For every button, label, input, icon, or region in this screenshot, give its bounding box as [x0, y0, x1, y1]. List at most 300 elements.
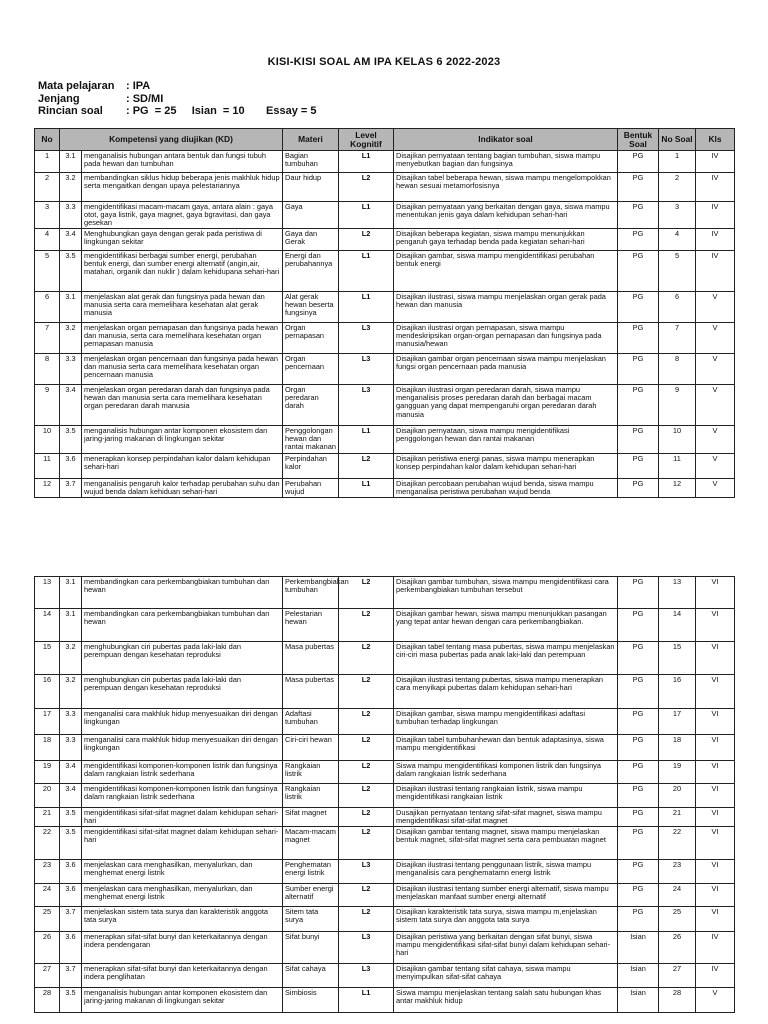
cell-kd-text: menganalisi cara makhluk hidup menyesuaikan diri dengan lingkungan: [82, 735, 283, 761]
cell-no-soal: 22: [659, 827, 696, 860]
cell-no-soal: 20: [659, 784, 696, 808]
cell-indikator: Disajikan gambar tentang sifat cahaya, siswa mampu menyimpulkan sifat-sifat cahaya: [394, 964, 618, 988]
table-row: [35, 202, 735, 229]
cell-bentuk-soal: PG: [618, 860, 659, 884]
header-kls: Kls: [696, 129, 735, 151]
cell-materi: Rangkaian listrik: [283, 784, 339, 808]
cell-row-number: 10: [35, 426, 60, 453]
table-header-row: [35, 129, 735, 151]
cell-materi: Simbiosis: [283, 988, 339, 1013]
cell-indikator: Dusajikan pernyataan tentang sifat-sifat magnet, siswa mampu mengidentifikasi sifat-sifat magnet: [394, 808, 618, 827]
table-row: [35, 426, 735, 453]
cell-row-number: 18: [35, 735, 60, 761]
table-row: [35, 151, 735, 173]
cell-kelas: IV: [696, 202, 735, 229]
cell-level-kognitif: L1: [339, 426, 394, 453]
cell-level-kognitif: L1: [339, 988, 394, 1013]
cell-row-number: 5: [35, 251, 60, 292]
cell-kd-code: 3.1: [60, 577, 82, 609]
cell-indikator: Disajikan gambar, siswa mampu mengidentifikasi adaftasi tumbuhan terhadap lingkungan: [394, 709, 618, 735]
cell-bentuk-soal: PG: [618, 151, 659, 173]
cell-kd-text: mengidentifikasi komponen-komponen listrik dan fungsinya dalam rangkaian listrik sederhana: [82, 761, 283, 784]
table-row: [35, 385, 735, 426]
cell-materi: Sifat magnet: [283, 808, 339, 827]
cell-row-number: 11: [35, 453, 60, 478]
cell-materi: Perubahan wujud: [283, 478, 339, 497]
table-row: [35, 229, 735, 251]
cell-materi: Penghematan energi listrik: [283, 860, 339, 884]
cell-kd-code: 3.3: [60, 735, 82, 761]
table-row: [35, 761, 735, 784]
cell-indikator: Disajikan gambar, siswa mampu mengidentifikasi perubahan bentuk energi: [394, 251, 618, 292]
cell-indikator: Disajikan karakteristik tata surya, siswa mampu m,enjelaskan sistem tata surya dan anggota tata surya: [394, 907, 618, 932]
table-row: [35, 323, 735, 354]
cell-kd-code: 3.6: [60, 453, 82, 478]
cell-no-soal: 10: [659, 426, 696, 453]
cell-kelas: VI: [696, 609, 735, 642]
cell-kd-text: menerapkan sifat-sifat bunyi dan keterkaitannya dengan indera pendengaran: [82, 932, 283, 964]
cell-materi: Macam-macam magnet: [283, 827, 339, 860]
cell-materi: Ciri-ciri hewan: [283, 735, 339, 761]
cell-kelas: IV: [696, 251, 735, 292]
table-row: [35, 642, 735, 675]
cell-kelas: V: [696, 453, 735, 478]
cell-kelas: VI: [696, 577, 735, 609]
cell-bentuk-soal: PG: [618, 709, 659, 735]
cell-level-kognitif: L3: [339, 964, 394, 988]
cell-row-number: 23: [35, 860, 60, 884]
cell-row-number: 27: [35, 964, 60, 988]
cell-no-soal: 27: [659, 964, 696, 988]
cell-bentuk-soal: PG: [618, 907, 659, 932]
cell-bentuk-soal: PG: [618, 577, 659, 609]
cell-kelas: IV: [696, 932, 735, 964]
cell-kd-text: menganalisis hubungan antar komponen ekosistem dan jaring-jaring makanan di lingkungan sekitar: [82, 988, 283, 1013]
cell-indikator: Siswa mampu mengidentifikasi komponen listrik dan fungsinya dalam rangkaian listrik sederhana: [394, 761, 618, 784]
cell-level-kognitif: L3: [339, 932, 394, 964]
cell-bentuk-soal: Isian: [618, 932, 659, 964]
cell-level-kognitif: L2: [339, 642, 394, 675]
cell-no-soal: 26: [659, 932, 696, 964]
table-row: [35, 735, 735, 761]
cell-indikator: Siswa mampu menjelaskan tentang salah satu hubungan khas antar makhluk hidup: [394, 988, 618, 1013]
cell-kd-code: 3.5: [60, 988, 82, 1013]
cell-no-soal: 21: [659, 808, 696, 827]
cell-indikator: Disajikan ilustrasi, siswa mampu menjelaskan organ gerak pada hewan dan manusia: [394, 292, 618, 323]
cell-materi: Sifat bunyi: [283, 932, 339, 964]
cell-indikator: Disajikan tabel tumbuhanhewan dan bentuk adaptasinya, siswa mampu mengidentifikasi: [394, 735, 618, 761]
cell-no-soal: 2: [659, 173, 696, 202]
cell-bentuk-soal: PG: [618, 229, 659, 251]
cell-materi: Alat gerak hewan beserta fungsinya: [283, 292, 339, 323]
cell-no-soal: 19: [659, 761, 696, 784]
cell-materi: Pelestarian hewan: [283, 609, 339, 642]
cell-kd-code: 3.1: [60, 609, 82, 642]
cell-row-number: 21: [35, 808, 60, 827]
cell-kd-text: membandingkan siklus hidup beberapa jenis makhluk hidup serta mengaitkan dengan upaya pelestariannya: [82, 173, 283, 202]
cell-kelas: VI: [696, 907, 735, 932]
cell-bentuk-soal: PG: [618, 735, 659, 761]
table-row: [35, 827, 735, 860]
cell-no-soal: 7: [659, 323, 696, 354]
table-body-page-2: [35, 577, 735, 1013]
cell-level-kognitif: L2: [339, 907, 394, 932]
cell-bentuk-soal: PG: [618, 478, 659, 497]
cell-indikator: Disajikan gambar tentang magnet, siswa mampu menjelaskan bentuk magnet, sifat-sifat magnet serta cara pembuatan magnet: [394, 827, 618, 860]
cell-no-soal: 5: [659, 251, 696, 292]
cell-indikator: Disajikan beberapa kegiatan, siswa mampu menunjukkan pengaruh gaya terhadap benda pada kegiatan sehari-hari: [394, 229, 618, 251]
table-row: [35, 860, 735, 884]
table-row: [35, 884, 735, 907]
cell-row-number: 24: [35, 884, 60, 907]
cell-kd-code: 3.4: [60, 229, 82, 251]
cell-kd-text: membandingkan cara perkembangbiakan tumbuhan dan hewan: [82, 577, 283, 609]
table-row: [35, 709, 735, 735]
header-no-soal: No Soal: [659, 129, 696, 151]
cell-kd-code: 3.1: [60, 292, 82, 323]
cell-level-kognitif: L3: [339, 385, 394, 426]
cell-row-number: 8: [35, 354, 60, 385]
cell-level-kognitif: L2: [339, 675, 394, 709]
cell-materi: Bagian tumbuhan: [283, 151, 339, 173]
cell-no-soal: 25: [659, 907, 696, 932]
cell-materi: Sumber energi alternatif: [283, 884, 339, 907]
cell-bentuk-soal: PG: [618, 609, 659, 642]
table-row: [35, 292, 735, 323]
cell-kd-code: 3.7: [60, 478, 82, 497]
cell-kd-code: 3.2: [60, 642, 82, 675]
cell-kd-code: 3.1: [60, 151, 82, 173]
cell-row-number: 12: [35, 478, 60, 497]
cell-kd-code: 3.3: [60, 202, 82, 229]
meta-row-level: [38, 93, 316, 106]
cell-no-soal: 3: [659, 202, 696, 229]
table-row: [35, 932, 735, 964]
cell-kelas: V: [696, 385, 735, 426]
cell-kelas: IV: [696, 173, 735, 202]
cell-kd-text: menghubungkan ciri pubertas pada laki-laki dan perempuan dengan kesehatan reproduksi: [82, 675, 283, 709]
meta-row-question-breakdown: [38, 105, 316, 118]
table-row: [35, 784, 735, 808]
table-row: [35, 251, 735, 292]
cell-row-number: 4: [35, 229, 60, 251]
kisi-table-page-2: [34, 576, 735, 1013]
cell-kd-text: menganalisis pengaruh kalor terhadap perubahan suhu dan wujud benda dalam kehiduan sehari-hari: [82, 478, 283, 497]
cell-bentuk-soal: PG: [618, 426, 659, 453]
cell-level-kognitif: L1: [339, 202, 394, 229]
header-indikator: Indikator soal: [394, 129, 618, 151]
cell-kelas: V: [696, 988, 735, 1013]
cell-bentuk-soal: PG: [618, 453, 659, 478]
cell-no-soal: 12: [659, 478, 696, 497]
cell-kelas: VI: [696, 860, 735, 884]
meta-value: : SD/MI: [126, 92, 164, 105]
cell-kelas: V: [696, 292, 735, 323]
cell-no-soal: 23: [659, 860, 696, 884]
cell-kelas: VI: [696, 709, 735, 735]
cell-bentuk-soal: PG: [618, 251, 659, 292]
cell-indikator: Disajikan gambar hewan, siswa mampu menunjukkan pasangan yang tepat antar hewan dengan cara perkembangbiakan.: [394, 609, 618, 642]
cell-no-soal: 14: [659, 609, 696, 642]
cell-level-kognitif: L2: [339, 453, 394, 478]
cell-kd-code: 3.6: [60, 932, 82, 964]
cell-kelas: VI: [696, 784, 735, 808]
cell-indikator: Disajikan tabel tentang masa pubertas, siswa mampu menjelaskan ciri-ciri masa pubertas pada anak laki-laki dan perempuan: [394, 642, 618, 675]
cell-row-number: 14: [35, 609, 60, 642]
cell-kd-code: 3.2: [60, 173, 82, 202]
cell-indikator: Disajikan ilustrasi tentang pubertas, siswa mampu menerapkan cara menyikapi pubertas dalam kehidupan sehari-hari: [394, 675, 618, 709]
cell-kd-code: 3.6: [60, 884, 82, 907]
cell-row-number: 28: [35, 988, 60, 1013]
cell-kd-code: 3.3: [60, 709, 82, 735]
cell-materi: Sifat cahaya: [283, 964, 339, 988]
cell-kelas: V: [696, 323, 735, 354]
cell-level-kognitif: L3: [339, 354, 394, 385]
cell-kd-text: mengidentifikasi berbagai sumber energi, perubahan bentuk energi, dan sumber energi alternatif (angin,air, matahari, organik dan nuklir ) dalam kehidupana sehari-hari: [82, 251, 283, 292]
cell-no-soal: 15: [659, 642, 696, 675]
cell-no-soal: 13: [659, 577, 696, 609]
cell-kelas: VI: [696, 675, 735, 709]
table-row: [35, 478, 735, 497]
cell-indikator: Disajikan pernyataan, siswa mampu mengidentifikasi penggolongan hewan dan rantai makanan: [394, 426, 618, 453]
header-bentuk: Bentuk Soal: [618, 129, 659, 151]
cell-row-number: 15: [35, 642, 60, 675]
cell-level-kognitif: L3: [339, 860, 394, 884]
cell-no-soal: 18: [659, 735, 696, 761]
cell-level-kognitif: L2: [339, 884, 394, 907]
cell-kelas: IV: [696, 151, 735, 173]
cell-bentuk-soal: PG: [618, 827, 659, 860]
cell-indikator: Disajikan ilustrasi tentang rangkaian listrik, siswa mampu mengidentifikasi rangkaian listrik: [394, 784, 618, 808]
cell-bentuk-soal: PG: [618, 323, 659, 354]
cell-level-kognitif: L2: [339, 761, 394, 784]
cell-materi: Sitem tata surya: [283, 907, 339, 932]
cell-kd-text: mengidentifikasi sifat-sifat magnet dalam kehidupan sehari-hari: [82, 808, 283, 827]
cell-level-kognitif: L2: [339, 709, 394, 735]
cell-kd-text: menjelaskan alat gerak dan fungsinya pada hewan dan manusia serta cara memelihara kesehatan alat gerak manusia: [82, 292, 283, 323]
cell-materi: Gaya: [283, 202, 339, 229]
cell-kd-code: 3.2: [60, 323, 82, 354]
cell-materi: Masa pubertas: [283, 675, 339, 709]
cell-kd-text: menjelaskan sistem tata surya dan karakteristik anggota tata surya: [82, 907, 283, 932]
cell-level-kognitif: L1: [339, 151, 394, 173]
cell-row-number: 3: [35, 202, 60, 229]
cell-kelas: IV: [696, 229, 735, 251]
cell-bentuk-soal: PG: [618, 385, 659, 426]
cell-no-soal: 1: [659, 151, 696, 173]
cell-row-number: 26: [35, 932, 60, 964]
header-materi: Materi: [283, 129, 339, 151]
cell-indikator: Disajikan tabel beberapa hewan, siswa mampu mengelompokkan hewan sesuai metamorfosisnya: [394, 173, 618, 202]
table-row: [35, 173, 735, 202]
cell-level-kognitif: L1: [339, 251, 394, 292]
cell-bentuk-soal: PG: [618, 808, 659, 827]
cell-bentuk-soal: PG: [618, 784, 659, 808]
cell-row-number: 20: [35, 784, 60, 808]
cell-kd-code: 3.4: [60, 784, 82, 808]
cell-bentuk-soal: PG: [618, 884, 659, 907]
cell-kd-code: 3.2: [60, 675, 82, 709]
cell-kd-code: 3.5: [60, 808, 82, 827]
cell-kd-text: mengidentifikasi komponen-komponen listrik dan fungsinya dalam rangkaian listrik sederhana: [82, 784, 283, 808]
meta-key: Mata pelajaran: [38, 80, 115, 92]
cell-no-soal: 4: [659, 229, 696, 251]
cell-indikator: Disajikan gambar tumbuhan, siswa mampu mengidentifikasi cara perkembangbiakan tumbuhan tersebut: [394, 577, 618, 609]
cell-kelas: VI: [696, 884, 735, 907]
meta-row-subject: [38, 80, 316, 93]
header-no: No: [35, 129, 60, 151]
cell-bentuk-soal: PG: [618, 292, 659, 323]
cell-bentuk-soal: PG: [618, 675, 659, 709]
cell-indikator: Disajikan peristiwa energi panas, siswa mampu menerapkan konsep perpindahan kalor dalam kehidupan sehari-hari: [394, 453, 618, 478]
cell-row-number: 19: [35, 761, 60, 784]
table-row: [35, 808, 735, 827]
table-row: [35, 354, 735, 385]
cell-kelas: V: [696, 426, 735, 453]
cell-kd-code: 3.5: [60, 251, 82, 292]
cell-bentuk-soal: Isian: [618, 988, 659, 1013]
cell-level-kognitif: L1: [339, 478, 394, 497]
cell-level-kognitif: L2: [339, 609, 394, 642]
cell-kd-text: menjelaskan cara menghasilkan, menyalurkan, dan menghemat energi listrik: [82, 884, 283, 907]
cell-materi: Penggolongan hewan dan rantai makanan: [283, 426, 339, 453]
cell-row-number: 7: [35, 323, 60, 354]
cell-kd-code: 3.5: [60, 426, 82, 453]
cell-kd-text: menjelaskan organ peredaran darah dan fungsinya pada hewan dan manusia serta cara memelihara kesehatan organ peredaran darah manusia: [82, 385, 283, 426]
cell-bentuk-soal: PG: [618, 202, 659, 229]
cell-row-number: 13: [35, 577, 60, 609]
cell-no-soal: 8: [659, 354, 696, 385]
cell-materi: Perpindahan kalor: [283, 453, 339, 478]
cell-materi: Rangkaian listrik: [283, 761, 339, 784]
cell-indikator: Disajikan gambar organ pencernaan siswa mampu menjelaskan fungsi organ pencernaan pada manusia: [394, 354, 618, 385]
cell-bentuk-soal: PG: [618, 354, 659, 385]
cell-no-soal: 6: [659, 292, 696, 323]
cell-indikator: Disajikan ilustrasi organ peredaran darah, siswa mampu menganalisis proses peredaran darah dan berbagai macam gangguan yang dapat mempengaruhi organ peredaran darah manusia: [394, 385, 618, 426]
meta-key: Rincian soal: [38, 105, 103, 117]
cell-kd-code: 3.7: [60, 907, 82, 932]
cell-materi: Organ peredaran darah: [283, 385, 339, 426]
cell-kd-text: menjelaskan cara menghasilkan, menyalurkan, dan menghemat energi listrik: [82, 860, 283, 884]
header-level: Level Kognitif: [339, 129, 394, 151]
kisi-table-page-1: [34, 128, 735, 498]
cell-kelas: VI: [696, 642, 735, 675]
cell-no-soal: 24: [659, 884, 696, 907]
cell-bentuk-soal: PG: [618, 173, 659, 202]
cell-materi: Organ pernapasan: [283, 323, 339, 354]
cell-row-number: 25: [35, 907, 60, 932]
cell-level-kognitif: L2: [339, 577, 394, 609]
cell-kd-code: 3.4: [60, 385, 82, 426]
cell-row-number: 16: [35, 675, 60, 709]
cell-kd-text: menganalisis hubungan antar komponen ekosistem dan jaring-jaring makanan di lingkungan sekitar: [82, 426, 283, 453]
cell-level-kognitif: L2: [339, 827, 394, 860]
cell-level-kognitif: L1: [339, 292, 394, 323]
cell-indikator: Disajikan ilustrasi tentang sumber energi alternatif, siswa mampu menjelaskan manfaat sumber energi alternatif: [394, 884, 618, 907]
cell-kd-text: menerapkan konsep perpindahan kalor dalam kehidupan sehari-hari: [82, 453, 283, 478]
cell-level-kognitif: L2: [339, 735, 394, 761]
cell-row-number: 6: [35, 292, 60, 323]
cell-row-number: 22: [35, 827, 60, 860]
cell-kd-text: menganalisis hubungan antara bentuk dan fungsi tubuh pada hewan dan tumbuhan: [82, 151, 283, 173]
cell-kd-code: 3.5: [60, 827, 82, 860]
cell-kd-text: mengidentifikasi sifat-sifat magnet dalam kehidupan sehari-hari: [82, 827, 283, 860]
cell-kd-text: Menghubungkan gaya dengan gerak pada peristiwa di lingkungan sekitar: [82, 229, 283, 251]
cell-kd-text: menganalisi cara makhluk hidup menyesuaikan diri dengan lingkungan: [82, 709, 283, 735]
cell-no-soal: 9: [659, 385, 696, 426]
table-row: [35, 907, 735, 932]
cell-kelas: V: [696, 354, 735, 385]
cell-indikator: Disajikan ilustrasi organ pernapasan, siswa mampu mendeskripsikan organ-organ pernapasan dan fungsinya pada manusia/hewan: [394, 323, 618, 354]
cell-no-soal: 11: [659, 453, 696, 478]
meta-value: : IPA: [126, 80, 151, 92]
cell-indikator: Disajikan pernyataan tentang bagian tumbuhan, siswa mampu menyebutkan bagian dan fungsinya: [394, 151, 618, 173]
meta-key: Jenjang: [38, 92, 80, 105]
meta-value: : PG = 25 Isian = 10 Essay = 5: [126, 105, 317, 117]
cell-row-number: 1: [35, 151, 60, 173]
table-row: [35, 609, 735, 642]
cell-level-kognitif: L2: [339, 808, 394, 827]
cell-no-soal: 16: [659, 675, 696, 709]
cell-kd-code: 3.3: [60, 354, 82, 385]
cell-kd-code: 3.4: [60, 761, 82, 784]
cell-kelas: VI: [696, 827, 735, 860]
cell-materi: Gaya dan Gerak: [283, 229, 339, 251]
cell-indikator: Disajikan percobaan perubahan wujud benda, siswa mampu menganalisa peristiwa perubahan wujud benda: [394, 478, 618, 497]
cell-level-kognitif: L3: [339, 323, 394, 354]
cell-materi: Daur hidup: [283, 173, 339, 202]
cell-bentuk-soal: PG: [618, 761, 659, 784]
cell-kd-text: membandingkan cara perkembangbiakan tumbuhan dan hewan: [82, 609, 283, 642]
table-row: [35, 964, 735, 988]
document-meta: [38, 80, 316, 118]
table-row: [35, 453, 735, 478]
table-row: [35, 675, 735, 709]
cell-indikator: Disajikan peristiwa yang berkaitan dengan sifat bunyi, siswa mampu mengidentifikasi sifat-sifat bunyi dalam kehidupan sehari-hari: [394, 932, 618, 964]
cell-kelas: VI: [696, 808, 735, 827]
cell-indikator: Disajikan pernyataan yang berkaitan dengan gaya, siswa mampu menentukan jenis gaya dalam kehidupan sehari-hari: [394, 202, 618, 229]
cell-materi: Perkembangbiakan tumbuhan: [283, 577, 339, 609]
cell-kd-text: menghubungkan ciri pubertas pada laki-laki dan perempuan dengan kesehatan reproduksi: [82, 642, 283, 675]
cell-kd-code: 3.6: [60, 860, 82, 884]
cell-kd-text: menjelaskan organ pencernaan dan fungsinya pada hewan dan manusia serta cara memelihara kesehatan organ pencernaan manusia: [82, 354, 283, 385]
cell-no-soal: 17: [659, 709, 696, 735]
cell-materi: Adaftasi tumbuhan: [283, 709, 339, 735]
cell-indikator: Disajikan ilustrasi tentang penggunaan listrik, siswa mampu menganalisis cara penghematamn energi listrik: [394, 860, 618, 884]
table-body-page-1: [35, 151, 735, 498]
cell-bentuk-soal: Isian: [618, 964, 659, 988]
table-row: [35, 988, 735, 1013]
cell-kd-text: menjelaskan organ pernapasan dan fungsinya pada hewan dan manusia, serta cara memelihara kesehatan organ pernapasan manusia: [82, 323, 283, 354]
cell-row-number: 2: [35, 173, 60, 202]
cell-level-kognitif: L2: [339, 173, 394, 202]
document-title: KISI-KISI SOAL AM IPA KELAS 6 2022-2023: [267, 56, 501, 68]
cell-no-soal: 28: [659, 988, 696, 1013]
cell-materi: Organ pencernaan: [283, 354, 339, 385]
cell-kd-code: 3.7: [60, 964, 82, 988]
cell-kd-text: menerapkan sifat-sifat bunyi dan keterkaitannya dengan indera penglihatan: [82, 964, 283, 988]
cell-row-number: 9: [35, 385, 60, 426]
cell-row-number: 17: [35, 709, 60, 735]
cell-kelas: VI: [696, 761, 735, 784]
cell-level-kognitif: L2: [339, 784, 394, 808]
cell-kd-text: mengidentifikasi macam-macam gaya, antara alain : gaya otot, gaya listrik, gaya magnet, gaya bgravitasi, dan gaya gesekan: [82, 202, 283, 229]
cell-kelas: VI: [696, 735, 735, 761]
cell-materi: Energi dan perubahannya: [283, 251, 339, 292]
header-kd: Kompetensi yang diujikan (KD): [60, 129, 283, 151]
cell-kelas: IV: [696, 964, 735, 988]
cell-bentuk-soal: PG: [618, 642, 659, 675]
